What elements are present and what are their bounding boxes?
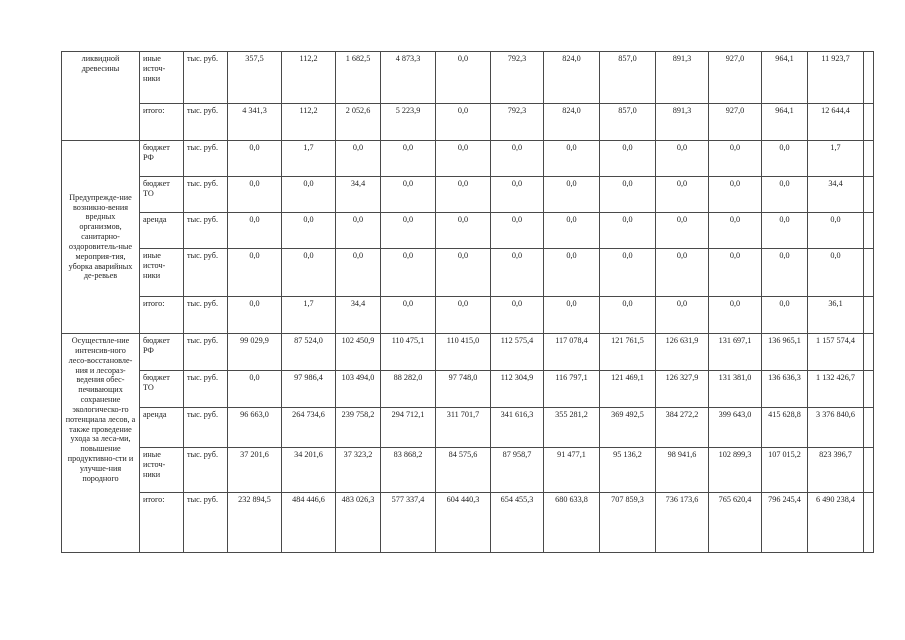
value-cell: 355 281,2 [544,408,600,448]
unit-cell: тыс. руб. [184,371,228,408]
value-cell: 0,0 [808,249,864,297]
value-cell: 0,0 [491,249,544,297]
table-row [62,371,874,408]
value-cell: 0,0 [762,213,808,249]
value-cell: 1,7 [282,297,336,334]
value-cell: 311 701,7 [436,408,491,448]
value-cell: 12 644,4 [808,104,864,141]
value-cell: 857,0 [600,52,656,104]
value-cell: 88 282,0 [381,371,436,408]
unit-cell: тыс. руб. [184,213,228,249]
value-cell: 0,0 [600,141,656,177]
unit-cell: тыс. руб. [184,249,228,297]
value-cell: 294 712,1 [381,408,436,448]
unit-cell: тыс. руб. [184,448,228,493]
value-cell: 891,3 [656,104,709,141]
value-cell: 0,0 [656,177,709,213]
unit-cell: тыс. руб. [184,104,228,141]
value-cell: 121 469,1 [600,371,656,408]
value-cell: 824,0 [544,52,600,104]
table-row [62,104,874,141]
value-cell: 0,0 [336,213,381,249]
value-cell: 136 965,1 [762,334,808,371]
edge-cell [864,177,874,213]
value-cell: 0,0 [600,177,656,213]
value-cell: 0,0 [228,213,282,249]
table-row [62,334,874,371]
value-cell: 792,3 [491,52,544,104]
value-cell: 112 304,9 [491,371,544,408]
value-cell: 0,0 [709,213,762,249]
unit-cell: тыс. руб. [184,177,228,213]
value-cell: 0,0 [436,249,491,297]
value-cell: 37 323,2 [336,448,381,493]
edge-cell [864,334,874,371]
value-cell: 116 797,1 [544,371,600,408]
unit-cell: тыс. руб. [184,334,228,371]
value-cell: 1,7 [808,141,864,177]
value-cell: 87 958,7 [491,448,544,493]
value-cell: 0,0 [600,213,656,249]
value-cell: 483 026,3 [336,493,381,553]
value-cell: 0,0 [544,177,600,213]
edge-cell [864,213,874,249]
value-cell: 91 477,1 [544,448,600,493]
value-cell: 796 245,4 [762,493,808,553]
edge-cell [864,52,874,104]
table-row [62,297,874,334]
value-cell: 2 052,6 [336,104,381,141]
value-cell: 0,0 [491,141,544,177]
value-cell: 415 628,8 [762,408,808,448]
value-cell: 126 327,9 [656,371,709,408]
value-cell: 0,0 [656,297,709,334]
value-cell: 484 446,6 [282,493,336,553]
value-cell: 0,0 [491,213,544,249]
value-cell: 87 524,0 [282,334,336,371]
edge-cell [864,141,874,177]
table-row [62,249,874,297]
value-cell: 0,0 [381,249,436,297]
value-cell: 11 923,7 [808,52,864,104]
value-cell: 0,0 [544,297,600,334]
value-cell: 4 873,3 [381,52,436,104]
value-cell: 0,0 [381,297,436,334]
value-cell: 97 748,0 [436,371,491,408]
source-cell: бюджет ТО [140,177,184,213]
value-cell: 239 758,2 [336,408,381,448]
value-cell: 0,0 [491,297,544,334]
edge-cell [864,104,874,141]
value-cell: 0,0 [436,141,491,177]
source-cell: итого: [140,297,184,334]
value-cell: 34,4 [336,177,381,213]
table-row [62,448,874,493]
value-cell: 0,0 [544,213,600,249]
value-cell: 131 697,1 [709,334,762,371]
value-cell: 857,0 [600,104,656,141]
value-cell: 1 132 426,7 [808,371,864,408]
value-cell: 3 376 840,6 [808,408,864,448]
value-cell: 0,0 [709,297,762,334]
value-cell: 98 941,6 [656,448,709,493]
value-cell: 680 633,8 [544,493,600,553]
value-cell: 0,0 [762,297,808,334]
value-cell: 0,0 [656,249,709,297]
table-row [62,408,874,448]
value-cell: 121 761,5 [600,334,656,371]
edge-cell [864,493,874,553]
value-cell: 0,0 [436,177,491,213]
value-cell: 136 636,3 [762,371,808,408]
value-cell: 1 157 574,4 [808,334,864,371]
value-cell: 0,0 [600,297,656,334]
value-cell: 0,0 [381,177,436,213]
value-cell: 107 015,2 [762,448,808,493]
value-cell: 112,2 [282,52,336,104]
value-cell: 0,0 [282,249,336,297]
value-cell: 0,0 [762,177,808,213]
value-cell: 341 616,3 [491,408,544,448]
value-cell: 0,0 [228,141,282,177]
source-cell: иные источ-ники [140,52,184,104]
value-cell: 34,4 [336,297,381,334]
value-cell: 0,0 [544,249,600,297]
value-cell: 0,0 [709,141,762,177]
unit-cell: тыс. руб. [184,141,228,177]
table-row [62,177,874,213]
value-cell: 96 663,0 [228,408,282,448]
value-cell: 792,3 [491,104,544,141]
value-cell: 264 734,6 [282,408,336,448]
value-cell: 369 492,5 [600,408,656,448]
value-cell: 0,0 [436,213,491,249]
value-cell: 97 986,4 [282,371,336,408]
value-cell: 707 859,3 [600,493,656,553]
value-cell: 0,0 [381,141,436,177]
table-body [62,52,874,553]
unit-cell: тыс. руб. [184,297,228,334]
value-cell: 103 494,0 [336,371,381,408]
value-cell: 37 201,6 [228,448,282,493]
source-cell: бюджет РФ [140,141,184,177]
value-cell: 0,0 [762,141,808,177]
value-cell: 0,0 [600,249,656,297]
value-cell: 0,0 [491,177,544,213]
value-cell: 34 201,6 [282,448,336,493]
budget-table [61,51,874,553]
value-cell: 0,0 [808,213,864,249]
table-row [62,52,874,104]
value-cell: 0,0 [544,141,600,177]
activity-cell: Предупрежде-ние возникно-вения вредных организмов, санитарно-оздоровитель-ные мероприя-тия, уборка аварийных де-ревьев [62,141,140,334]
value-cell: 34,4 [808,177,864,213]
source-cell: итого: [140,104,184,141]
value-cell: 0,0 [228,371,282,408]
table-row [62,493,874,553]
value-cell: 102 899,3 [709,448,762,493]
value-cell: 110 475,1 [381,334,436,371]
value-cell: 232 894,5 [228,493,282,553]
value-cell: 110 415,0 [436,334,491,371]
value-cell: 927,0 [709,52,762,104]
value-cell: 399 643,0 [709,408,762,448]
value-cell: 0,0 [656,213,709,249]
value-cell: 964,1 [762,104,808,141]
source-cell: иные источ-ники [140,249,184,297]
value-cell: 0,0 [381,213,436,249]
value-cell: 83 868,2 [381,448,436,493]
value-cell: 0,0 [762,249,808,297]
edge-cell [864,408,874,448]
value-cell: 0,0 [436,297,491,334]
source-cell: бюджет ТО [140,371,184,408]
value-cell: 1,7 [282,141,336,177]
value-cell: 6 490 238,4 [808,493,864,553]
value-cell: 0,0 [336,141,381,177]
value-cell: 112 575,4 [491,334,544,371]
value-cell: 0,0 [228,297,282,334]
value-cell: 99 029,9 [228,334,282,371]
source-cell: бюджет РФ [140,334,184,371]
edge-cell [864,249,874,297]
edge-cell [864,448,874,493]
value-cell: 1 682,5 [336,52,381,104]
value-cell: 964,1 [762,52,808,104]
value-cell: 0,0 [709,249,762,297]
value-cell: 112,2 [282,104,336,141]
value-cell: 84 575,6 [436,448,491,493]
value-cell: 0,0 [282,213,336,249]
edge-cell [864,371,874,408]
unit-cell: тыс. руб. [184,493,228,553]
value-cell: 604 440,3 [436,493,491,553]
value-cell: 0,0 [436,104,491,141]
value-cell: 927,0 [709,104,762,141]
edge-cell [864,297,874,334]
value-cell: 0,0 [228,249,282,297]
value-cell: 0,0 [656,141,709,177]
value-cell: 0,0 [436,52,491,104]
source-cell: аренда [140,408,184,448]
value-cell: 0,0 [228,177,282,213]
value-cell: 824,0 [544,104,600,141]
source-cell: итого: [140,493,184,553]
value-cell: 765 620,4 [709,493,762,553]
activity-cell: Осуществле-ние интенсив-ного лесо-восстановле-ния и лесораз-ведения обес-печивающих сохранение экологическо-го потенциала лесов, а также проведение ухода за леса-ми, повышение продуктивно-сти и улучше-ния породного [62,334,140,553]
value-cell: 131 381,0 [709,371,762,408]
value-cell: 823 396,7 [808,448,864,493]
value-cell: 126 631,9 [656,334,709,371]
table-row [62,213,874,249]
value-cell: 0,0 [282,177,336,213]
value-cell: 357,5 [228,52,282,104]
value-cell: 891,3 [656,52,709,104]
value-cell: 117 078,4 [544,334,600,371]
value-cell: 5 223,9 [381,104,436,141]
activity-cell: ликвидной древесины [62,52,140,141]
value-cell: 0,0 [709,177,762,213]
value-cell: 0,0 [336,249,381,297]
value-cell: 4 341,3 [228,104,282,141]
source-cell: иные источ-ники [140,448,184,493]
value-cell: 102 450,9 [336,334,381,371]
value-cell: 384 272,2 [656,408,709,448]
source-cell: аренда [140,213,184,249]
unit-cell: тыс. руб. [184,408,228,448]
unit-cell: тыс. руб. [184,52,228,104]
value-cell: 577 337,4 [381,493,436,553]
value-cell: 36,1 [808,297,864,334]
table-row [62,141,874,177]
value-cell: 654 455,3 [491,493,544,553]
value-cell: 95 136,2 [600,448,656,493]
value-cell: 736 173,6 [656,493,709,553]
